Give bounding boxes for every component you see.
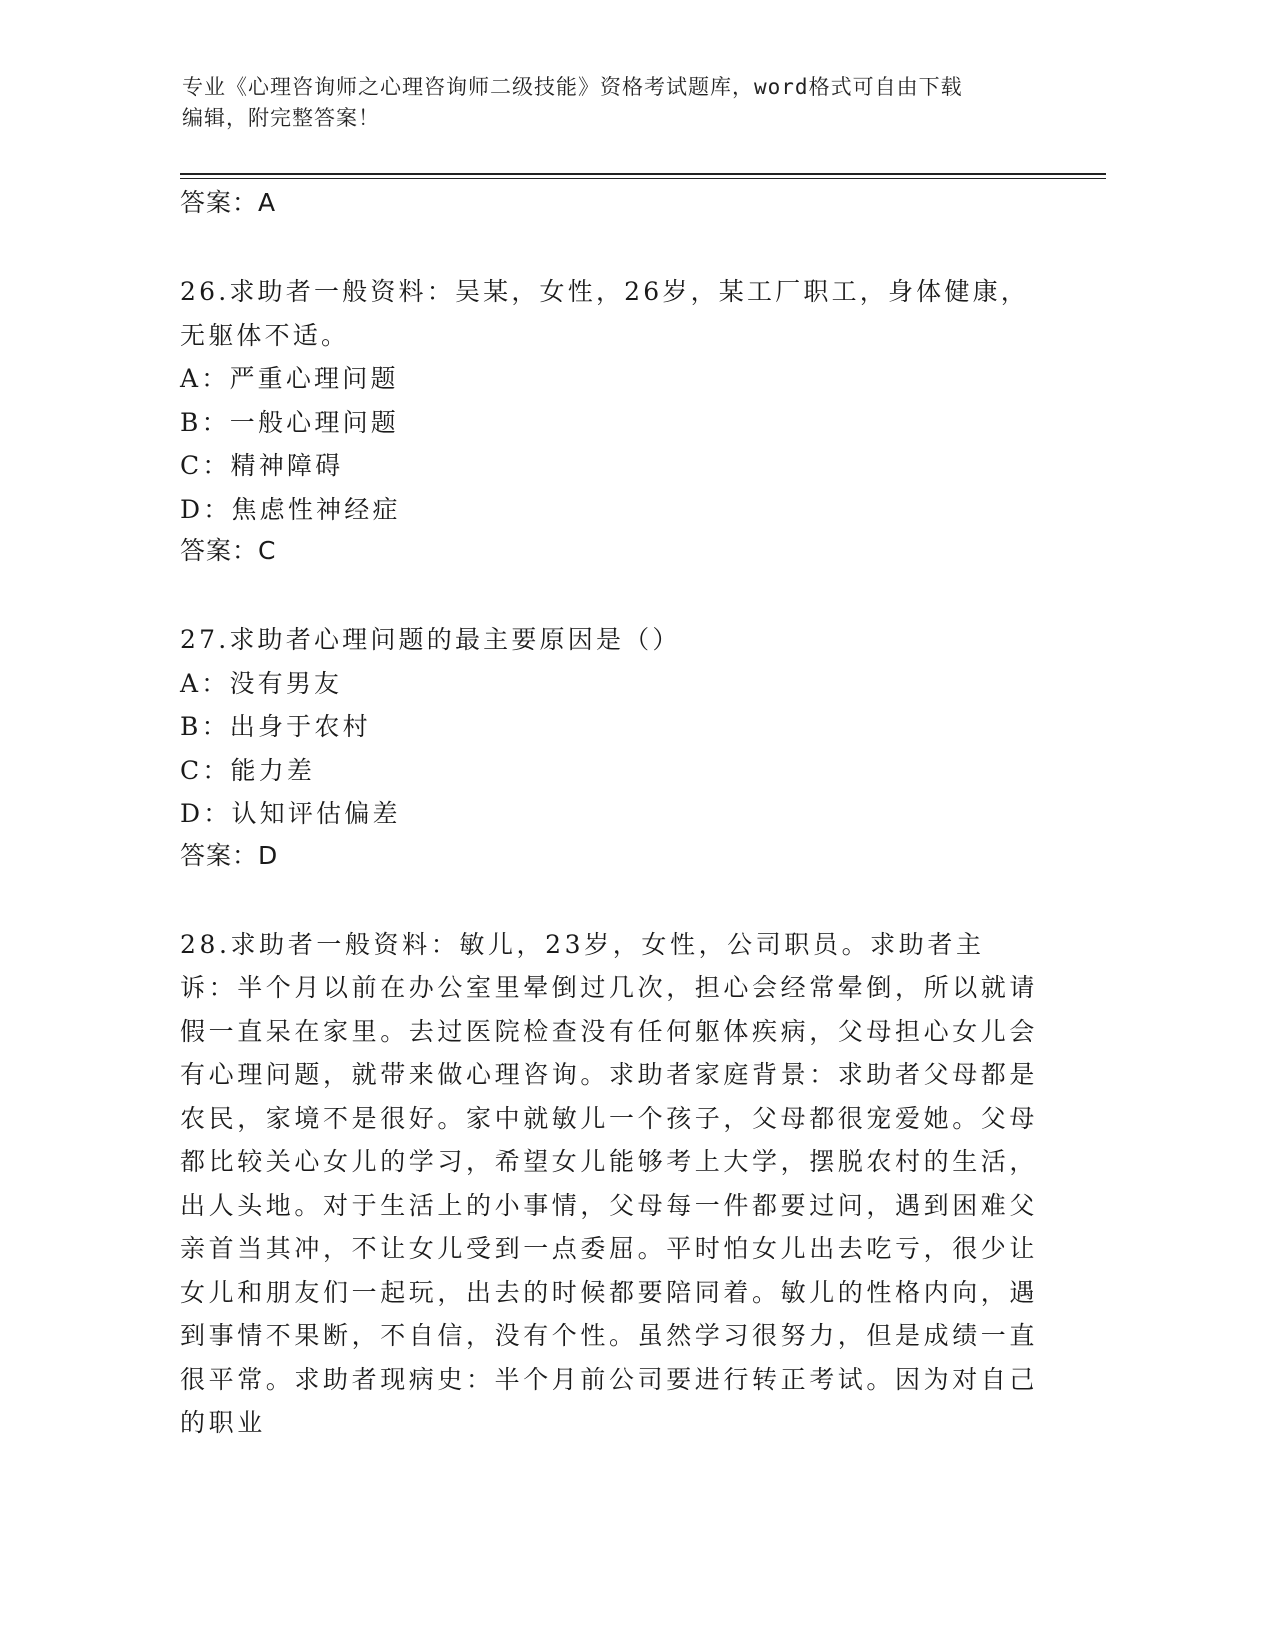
question-27-option-b: B：出身于农村 bbox=[180, 712, 371, 741]
spacer bbox=[180, 571, 1040, 618]
header-line-2: 编辑，附完整答案！ bbox=[182, 106, 380, 130]
question-27-answer: 答案：D bbox=[180, 840, 279, 870]
spacer bbox=[180, 223, 1040, 270]
spacer bbox=[180, 876, 1040, 923]
question-27-option-a: A：没有男友 bbox=[180, 668, 343, 698]
question-26-option-d: D：焦虑性神经症 bbox=[180, 494, 401, 524]
question-26-option-a: A：严重心理问题 bbox=[180, 364, 399, 393]
question-27-stem: 27.求助者心理问题的最主要原因是（） bbox=[180, 625, 681, 654]
question-26-option-b: B：一般心理问题 bbox=[180, 407, 399, 437]
question-28 bbox=[180, 923, 1040, 1445]
question-27-option-d: D：认知评估偏差 bbox=[180, 799, 401, 828]
header-line-1: 专业《心理咨询师之心理咨询师二级技能》资格考试题库，word格式可自由下载 bbox=[182, 75, 963, 99]
header-divider-thick bbox=[180, 173, 1106, 175]
header-divider-thin bbox=[180, 178, 1106, 179]
question-26-answer: 答案：C bbox=[180, 536, 277, 565]
question-content bbox=[180, 183, 1040, 1445]
question-26-option-c: C：精神障碍 bbox=[180, 451, 344, 480]
question-27 bbox=[180, 618, 1040, 876]
question-26 bbox=[180, 270, 1040, 571]
question-28-stem: 28.求助者一般资料：敏儿，23岁，女性，公司职员。求助者主诉：半个月以前在办公室里晕倒过几次，担心会经常晕倒，所以就请假一直呆在家里。去过医院检查没有任何躯体疾病，父母担心女儿会有心理问题，就带来做心理咨询。求助者家庭背景：求助者父母都是农民，家境不是很好。家中就敏儿一个孩子，父母都很宠爱她。父母都比较关心女儿的学习，希望女儿能够考上大学，摆脱农村的生活，出人头地。对于生活上的小事情，父母每一件都要过问，遇到困难父亲首当其冲，不让女儿受到一点委屈。平时怕女儿出去吃亏，很少让女儿和朋友们一起玩，出去的时候都要陪同着。敏儿的性格内向，遇到事情不果断，不自信，没有个性。虽然学习很努力，但是成绩一直很平常。求助者现病史：半个月前公司要进行转正考试。因为对自己的职业 bbox=[180, 929, 1039, 1437]
question-27-option-c: C：能力差 bbox=[180, 755, 316, 785]
page-header bbox=[182, 72, 1082, 134]
question-26-stem: 26.求助者一般资料：吴某，女性，26岁，某工厂职工，身体健康，无躯体不适。 bbox=[180, 277, 1029, 350]
answer-previous: 答案：A bbox=[180, 188, 277, 217]
